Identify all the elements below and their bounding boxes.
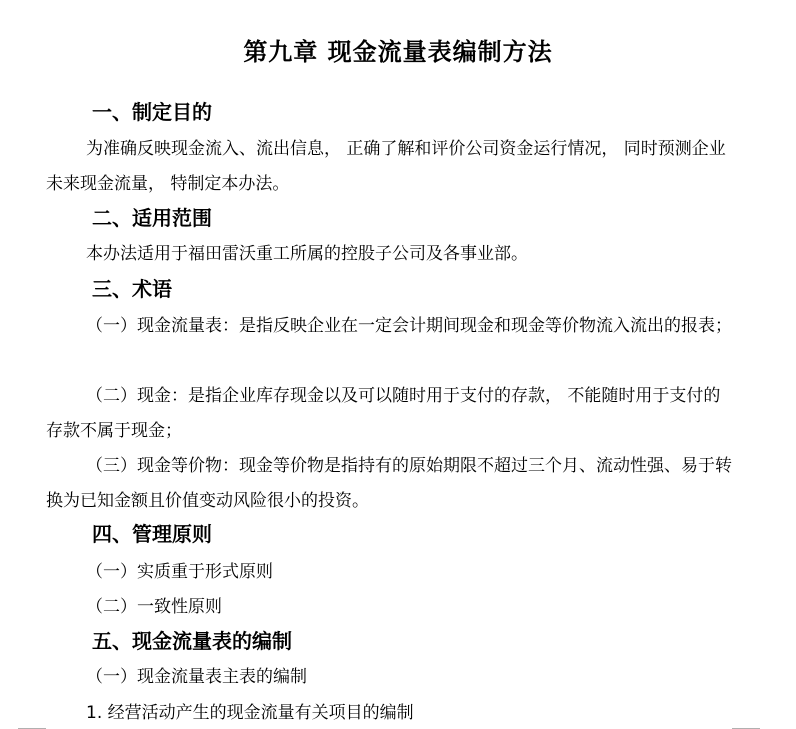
chapter-title: 第九章 现金流量表编制方法 xyxy=(243,38,553,66)
paragraph-principle-consistency: （二）一致性原则 xyxy=(86,597,222,617)
paragraph-operating-activities: 1. 经营活动产生的现金流量有关项目的编制 xyxy=(86,703,414,723)
paragraph-main-statement: （一）现金流量表主表的编制 xyxy=(86,667,307,687)
section-heading-purpose: 一、制定目的 xyxy=(92,100,212,124)
paragraph-term-cash: （二）现金：是指企业库存现金以及可以随时用于支付的存款， 不能随时用于支付的存款不属于现金； xyxy=(46,386,721,441)
paragraph-scope: 本办法适用于福田雷沃重工所属的控股子公司及各事业部。 xyxy=(86,244,528,264)
section-heading-principles: 四、管理原则 xyxy=(92,522,212,546)
section-heading-scope: 二、适用范围 xyxy=(92,206,212,230)
section-heading-preparation: 五、现金流量表的编制 xyxy=(92,629,292,653)
paragraph-term-cash-equivalents: （三）现金等价物：现金等价物是指持有的原始期限不超过三个月、流动性强、易于转换为已知金额且价值变动风险很小的投资。 xyxy=(46,456,732,511)
paragraph-purpose: 为准确反映现金流入、流出信息， 正确了解和评价公司资金运行情况， 同时预测企业未来现金流量， 特制定本办法。 xyxy=(46,139,726,194)
section-heading-terms: 三、术语 xyxy=(92,277,172,301)
paragraph-principle-substance: （一）实质重于形式原则 xyxy=(86,562,273,582)
paragraph-term-cash-flow-statement: （一）现金流量表：是指反映企业在一定会计期间现金和现金等价物流入流出的报表； xyxy=(86,316,732,336)
